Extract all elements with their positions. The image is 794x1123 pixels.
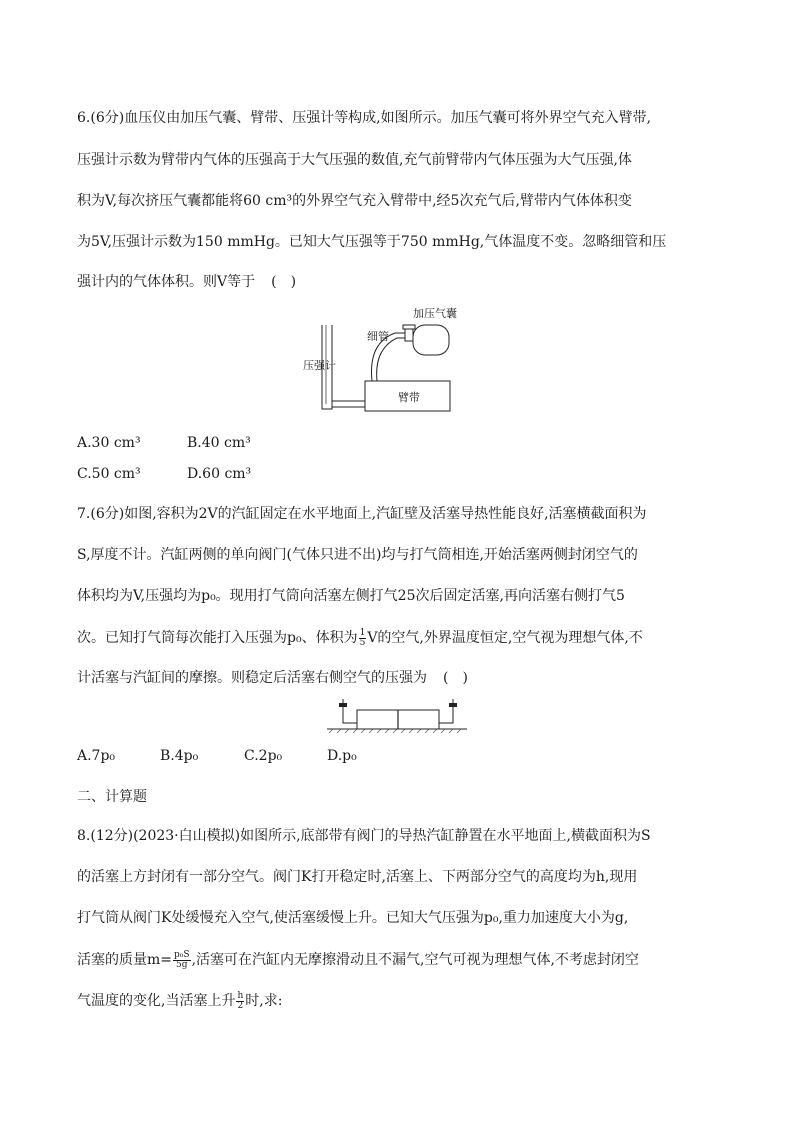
q8-line-5-pre: 气温度的变化,当活塞上升 bbox=[77, 993, 236, 1009]
q8-rise-fraction bbox=[236, 992, 244, 1011]
q7-line-5-text: 计活塞与汽缸间的摩擦。则稳定后活塞右侧空气的压强为 bbox=[77, 670, 427, 686]
q6-line-3: 积为V,每次挤压气囊都能将60 cm³的外界空气充入臂带中,经5次充气后,臂带内气体体积变 bbox=[77, 193, 632, 209]
q7-fraction bbox=[359, 629, 367, 648]
cylinder-figure bbox=[327, 697, 467, 737]
gauge-label: 压强计 bbox=[303, 359, 336, 372]
bulb-label: 加压气囊 bbox=[413, 307, 457, 320]
q6-line-2: 压强计示数为臂带内气体的压强高于大气压强的数值,充气前臂带内气体压强为大气压强,体 bbox=[77, 152, 632, 168]
q6-line-5 bbox=[77, 272, 310, 292]
q8-line-5 bbox=[77, 991, 282, 1011]
q7-line-4-pre: 次。已知打气筒每次能打入压强为p₀、体积为 bbox=[77, 630, 358, 646]
q8-line-1: 8.(12分)(2023·白山模拟)如图所示,底部带有阀门的导热汽缸静置在水平地面上,横截面积为S bbox=[77, 828, 651, 844]
q8-mass-fraction bbox=[173, 951, 191, 970]
q6-line-5-text: 强计内的气体体积。则V等于 bbox=[77, 274, 256, 290]
cuff-label: 臂带 bbox=[398, 391, 420, 404]
q6-line-4: 为5V,压强计示数为150 mmHg。已知大气压强等于750 mmHg,气体温度不变。忽略细管和压 bbox=[77, 234, 667, 250]
q8-line-4 bbox=[77, 950, 639, 970]
q8-line-5-post: 时,求: bbox=[245, 993, 283, 1009]
q6-option-c: C.50 cm³ bbox=[77, 466, 141, 482]
q8-line-3: 打气筒从阀门K处缓慢充入空气,使活塞缓慢上升。已知大气压强为p₀,重力加速度大小为g, bbox=[77, 910, 629, 926]
q7-line-4-post: V的空气,外界温度恒定,空气视为理想气体,不 bbox=[367, 630, 643, 646]
q6-option-a: A.30 cm³ bbox=[77, 435, 141, 451]
q7-answer-paren: () bbox=[443, 670, 482, 686]
q7-option-a: A.7p₀ bbox=[77, 748, 116, 764]
tube-label: 细管 bbox=[367, 330, 389, 343]
q8-rise-num: h bbox=[237, 990, 244, 1001]
q8-mass-num: p₀S bbox=[174, 949, 190, 960]
q6-line-1: 6.(6分)血压仪由加压气囊、臂带、压强计等构成,如图所示。加压气囊可将外界空气充入臂带, bbox=[77, 110, 652, 126]
q8-line-4-pre: 活塞的质量m= bbox=[77, 952, 173, 968]
blood-pressure-figure bbox=[303, 303, 490, 415]
section-heading: 二、计算题 bbox=[77, 789, 147, 805]
q7-line-3: 体积均为V,压强均为p₀。现用打气筒向活塞左侧打气25次后固定活塞,再向活塞右侧打气5 bbox=[77, 588, 625, 604]
q6-answer-paren: () bbox=[271, 274, 311, 290]
q6-option-b: B.40 cm³ bbox=[187, 435, 251, 451]
q7-frac-num: 1 bbox=[359, 627, 366, 638]
bulb-shape bbox=[413, 325, 449, 355]
q8-rise-den: 2 bbox=[237, 1000, 244, 1011]
q8-line-4-post: ,活塞可在汽缸内无摩擦滑动且不漏气,空气可视为理想气体,不考虑封闭空 bbox=[191, 952, 639, 968]
q7-line-5 bbox=[77, 668, 482, 688]
q7-line-4 bbox=[77, 628, 643, 648]
q8-mass-den: 5g bbox=[176, 959, 188, 970]
q7-line-1: 7.(6分)如图,容积为2V的汽缸固定在水平地面上,汽缸壁及活塞导热性能良好,活塞横截面积为 bbox=[77, 506, 647, 522]
q7-line-2: S,厚度不计。汽缸两侧的单向阀门(气体只进不出)均与打气筒相连,开始活塞两侧封闭空气的 bbox=[77, 547, 638, 563]
q6-option-d: D.60 cm³ bbox=[187, 466, 252, 482]
q8-line-2: 的活塞上方封闭有一部分空气。阀门K打开稳定时,活塞上、下两部分空气的高度均为h,现用 bbox=[77, 869, 638, 885]
q7-option-c: C.2p₀ bbox=[244, 748, 283, 764]
q7-frac-den: 5 bbox=[359, 637, 366, 648]
q7-option-b: B.4p₀ bbox=[160, 748, 199, 764]
q7-option-d: D.p₀ bbox=[327, 748, 357, 764]
